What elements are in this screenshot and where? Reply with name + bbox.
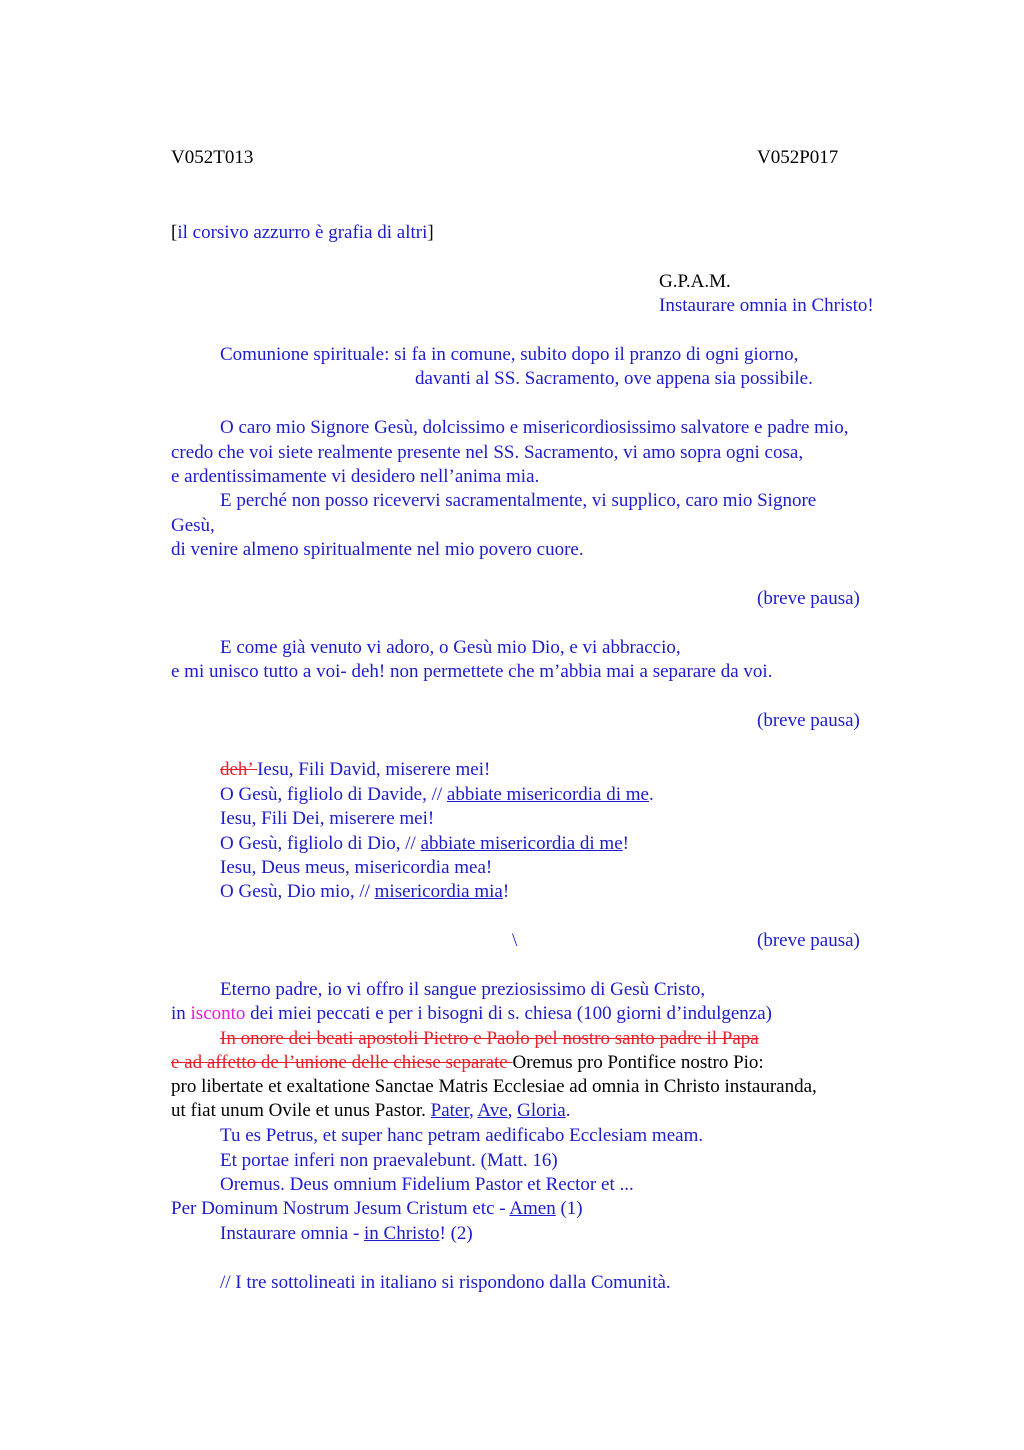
intro-line-1: Comunione spirituale: si fa in comune, subito dopo il pranzo di ogni giorno,: [220, 344, 799, 365]
final-line-3: [220, 1027, 759, 1051]
final-line-10-end: (1): [555, 1198, 583, 1219]
response-underlined: misericordia mia: [374, 881, 503, 902]
bracket-close: ]: [427, 222, 434, 243]
footnote: // I tre sottolineati in italiano si rispondono dalla Comunità.: [220, 1272, 671, 1293]
ave-underlined: Ave: [477, 1100, 508, 1121]
prayer1-line-1: O caro mio Signore Gesù, dolcissimo e misericordiosissimo salvatore e padre mio,: [220, 417, 849, 438]
struck-text: deh’: [220, 759, 258, 780]
prayer1-line-5: Gesù,: [171, 515, 215, 536]
litany-line-6: [220, 880, 509, 904]
litany-line-1: [220, 758, 490, 782]
page-code-left: V052T013: [171, 147, 254, 168]
final-line-11-end: ! (2): [439, 1223, 473, 1244]
struck-text: In onore dei beati apostoli Pietro e Paolo pel nostro santo padre il Papa: [220, 1028, 759, 1049]
litany-line-2-end: .: [648, 784, 654, 805]
pause-label-3: (breve pausa): [757, 930, 860, 951]
final-line-8: Et portae inferi non praevalebunt. (Matt. 16): [220, 1150, 558, 1171]
litany-line-6-text: O Gesù, Dio mio, //: [220, 881, 375, 902]
prayer1-line-6: di venire almeno spiritualmente nel mio povero cuore.: [171, 539, 584, 560]
final-line-9: Oremus. Deus omnium Fidelium Pastor et Rector et ...: [220, 1174, 634, 1195]
backslash-mark: \: [512, 930, 518, 951]
prayer2-line-2: e mi unisco tutto a voi- deh! non permettete che m’abbia mai a separare da voi.: [171, 661, 773, 682]
response-underlined: abbiate misericordia di me: [420, 833, 623, 854]
prayer1-line-3: e ardentissimamente vi desidero nell’anima mia.: [171, 466, 540, 487]
litany-line-4: [220, 832, 629, 856]
oremus-text: Oremus pro Pontifice nostro Pio:: [512, 1052, 764, 1073]
litany-line-1-text: Iesu, Fili David, miserere mei!: [257, 759, 491, 780]
motto-initials: G.P.A.M.: [659, 271, 731, 292]
final-line-11: [220, 1222, 473, 1246]
final-line-7: Tu es Petrus, et super hanc petram aedificabo Ecclesiam meam.: [220, 1125, 704, 1146]
gloria-underlined: Gloria: [517, 1100, 566, 1121]
pause-label-2: (breve pausa): [757, 710, 860, 731]
final-line-2-rest: dei miei peccati e per i bisogni di s. chiesa (100 giorni d’indulgenza): [245, 1003, 772, 1024]
bracket-open: [: [171, 222, 178, 243]
litany-line-4-end: !: [622, 833, 629, 854]
final-line-5: pro libertate et exaltatione Sanctae Matris Ecclesiae ad omnia in Christo instauranda,: [171, 1076, 817, 1097]
pause-label-1: (breve pausa): [757, 588, 860, 609]
final-line-10-text: Per Dominum Nostrum Jesum Cristum etc -: [171, 1198, 510, 1219]
final-line-11-text: Instaurare omnia -: [220, 1223, 365, 1244]
litany-line-2-text: O Gesù, figliolo di Davide, //: [220, 784, 447, 805]
prayer1-line-4: E perché non posso ricevervi sacramentalmente, vi supplico, caro mio Signore: [220, 490, 817, 511]
page-code-right: V052P017: [757, 147, 839, 168]
magenta-word: isconto: [190, 1003, 246, 1024]
prayer1-line-2: credo che voi siete realmente presente nel SS. Sacramento, vi amo sopra ogni cosa,: [171, 442, 804, 463]
prayer2-line-1: E come già venuto vi adoro, o Gesù mio Dio, e vi abbraccio,: [220, 637, 681, 658]
final-line-1: Eterno padre, io vi offro il sangue preziosissimo di Gesù Cristo,: [220, 979, 706, 1000]
litany-line-4-text: O Gesù, figliolo di Dio, //: [220, 833, 421, 854]
separator: ,: [468, 1100, 478, 1121]
amen-underlined: Amen: [509, 1198, 556, 1219]
final-line-2: [171, 1002, 772, 1026]
final-line-6-text: ut fiat unum Ovile et unus Pastor.: [171, 1100, 431, 1121]
intro-line-2: davanti al SS. Sacramento, ove appena sia possibile.: [415, 368, 813, 389]
final-line-4: [171, 1051, 764, 1075]
motto-line: Instaurare omnia in Christo!: [659, 295, 874, 316]
editor-note: [171, 221, 434, 245]
struck-text: e ad affetto de l’unione delle chiese separate: [171, 1052, 513, 1073]
litany-line-5: Iesu, Deus meus, misericordia mea!: [220, 857, 493, 878]
separator: ,: [507, 1100, 518, 1121]
final-line-10: [171, 1197, 583, 1221]
in-christo-underlined: in Christo: [364, 1223, 440, 1244]
final-line-6: [171, 1099, 570, 1123]
editor-note-text: il corsivo azzurro è grafia di altri: [177, 222, 428, 243]
litany-line-6-end: !: [502, 881, 510, 902]
final-line-2-start: in: [171, 1003, 191, 1024]
litany-line-3: Iesu, Fili Dei, miserere mei!: [220, 808, 435, 829]
response-underlined: abbiate misericordia di me: [446, 784, 649, 805]
litany-line-2: [220, 783, 654, 807]
pater-underlined: Pater: [430, 1100, 469, 1121]
period: .: [565, 1100, 571, 1121]
